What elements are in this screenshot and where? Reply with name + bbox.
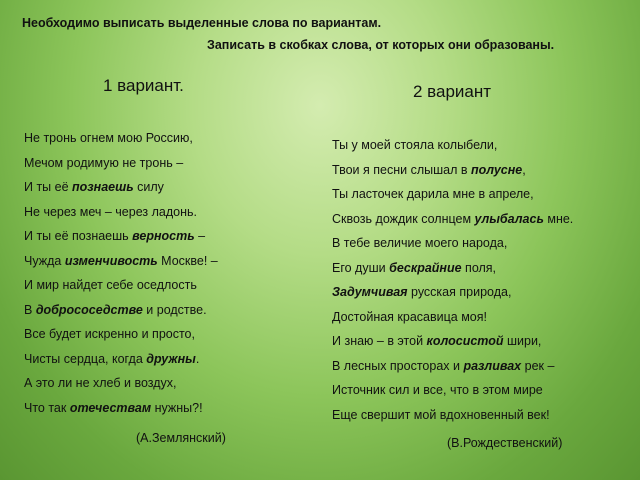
poem-line: Не тронь огнем мою Россию, (24, 131, 193, 145)
poem-line: Задумчивая русская природа, (332, 285, 512, 299)
poem-line: В лесных просторах и разливах рек – (332, 358, 555, 373)
poem-line: Источник сил и все, что в этом мире (332, 383, 543, 397)
poem-line: Что так отечествам нужны?! (24, 400, 203, 415)
poem-line: И мир найдет себе оседлость (24, 278, 197, 292)
highlighted-word: бескрайние (389, 260, 462, 275)
instruction-line-1: Необходимо выписать выделенные слова по вариантам. (22, 16, 382, 30)
poem-line: Не через меч – через ладонь. (24, 204, 197, 219)
poem-variant-2 (332, 136, 622, 466)
highlighted-word: добрососедстве (35, 302, 143, 317)
poem-line: И знаю – в этой колосистой шири, (332, 334, 542, 348)
poem-line: Ты ласточек дарила мне в апреле, (332, 187, 534, 201)
highlighted-word: верность (132, 229, 195, 243)
poem-line: Ты у моей стояла колыбели, (332, 138, 498, 152)
variant-1-title: 1 вариант. (103, 76, 184, 95)
highlighted-word: Задумчивая (332, 285, 408, 299)
poem-line: И ты её познаешь верность – (24, 229, 206, 243)
highlighted-word: колосистой (426, 334, 504, 348)
poem-line: Все будет искренно и просто, (24, 327, 195, 341)
highlighted-word: улыбалась (474, 211, 544, 226)
poem-variant-1 (24, 129, 294, 459)
poem-line: Мечом родимую не тронь – (24, 155, 184, 170)
poem-line: Достойная красавица моя! (332, 309, 487, 324)
poem-line: Сквозь дождик солнцем улыбалась мне. (332, 211, 574, 226)
highlighted-word: дружны (146, 351, 196, 366)
poem-line: Чужда изменчивость Москве! – (24, 253, 218, 268)
highlighted-word: разливах (463, 358, 522, 373)
poem-line: А это ли не хлеб и воздух, (24, 376, 177, 390)
poem-line: В тебе величие моего народа, (332, 236, 508, 250)
instruction-line-2: Записать в скобках слова, от которых они образованы. (207, 38, 555, 52)
highlighted-word: отечествам (69, 400, 152, 415)
poem-line: В добрососедстве и родстве. (24, 302, 207, 317)
highlighted-word: изменчивость (64, 253, 158, 268)
poem-line: Чисты сердца, когда дружны. (24, 351, 200, 366)
variant-2-title: 2 вариант (413, 82, 492, 101)
poem-line: Еще свершит мой вдохновенный век! (332, 407, 550, 422)
poem-line: Твои я песни слышал в полусне, (332, 162, 526, 177)
highlighted-word: познаешь (72, 180, 134, 194)
author-variant-1: (А.Землянский) (136, 431, 226, 445)
author-variant-2: (В.Рождественский) (447, 436, 563, 450)
poem-line: И ты её познаешь силу (24, 180, 164, 194)
highlighted-word: полусне (470, 162, 523, 177)
poem-line: Его души бескрайние поля, (332, 260, 497, 275)
